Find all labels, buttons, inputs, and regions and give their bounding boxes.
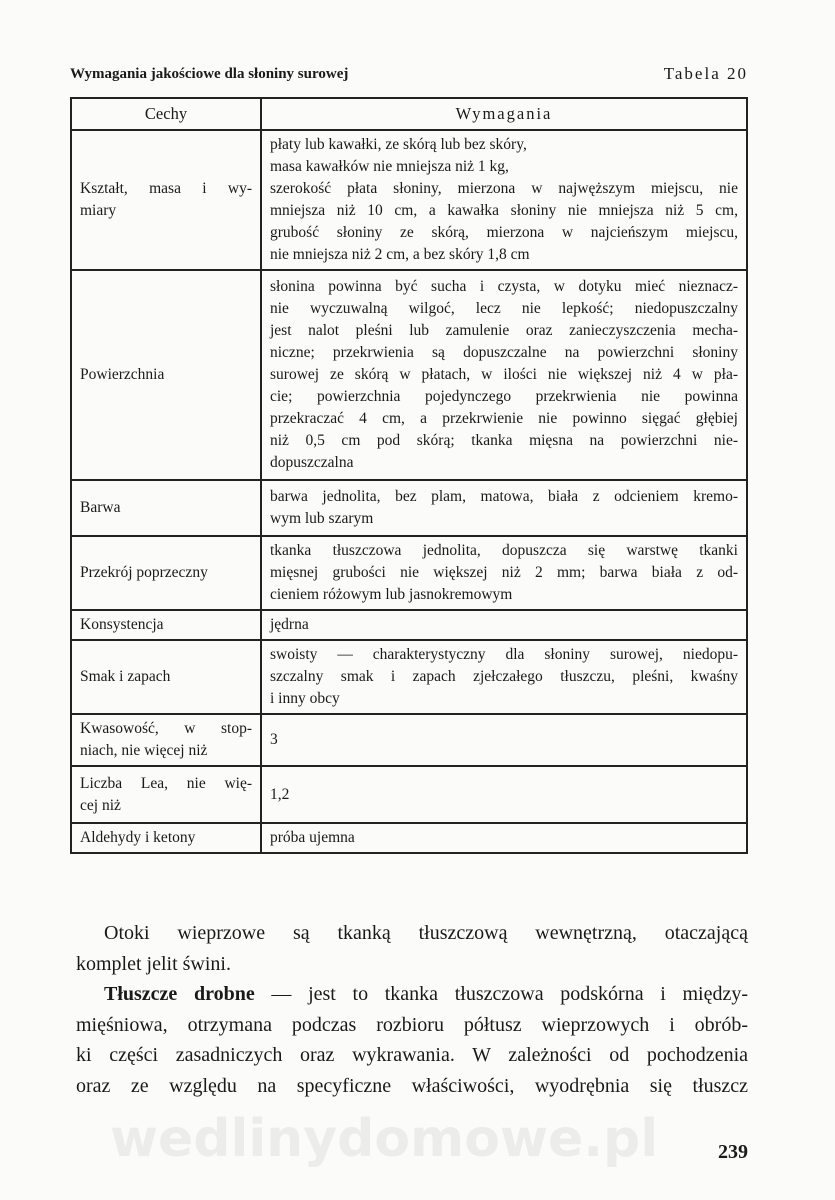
table-row	[71, 823, 747, 853]
feature-line: Konsystencja	[80, 616, 164, 633]
requirement-line: szerokość płata słoniny, mierzona w najwęższym miejscu, nie	[270, 180, 738, 197]
feature-cell	[71, 480, 261, 536]
feature-line: Barwa	[80, 499, 121, 516]
requirement-line: próba ujemna	[270, 829, 355, 846]
table-title: Wymagania jakościowe dla słoniny surowej	[70, 66, 349, 82]
requirement-line: nie mniejsza niż 2 cm, a bez skóry 1,8 cm	[270, 246, 530, 263]
text-line: oraz ze względu na specyficzne właściwości, wyodrębnia się tłuszcz	[76, 1074, 748, 1097]
header-wymagania: Wymagania	[261, 98, 747, 130]
paragraph-tluszcze-drobne	[76, 979, 748, 1101]
paragraph-otoki	[76, 918, 748, 979]
feature-line: Powierzchnia	[80, 366, 165, 383]
requirement-line: swoisty — charakterystyczny dla słoniny surowej, niedopu-	[270, 646, 738, 663]
requirement-line: jędrna	[270, 616, 309, 633]
page-content	[70, 64, 748, 1169]
feature-cell	[71, 610, 261, 640]
feature-cell	[71, 536, 261, 610]
text-line: mięśniowa, otrzymana podczas rozbioru półtusz wieprzowych i obrób-	[76, 1013, 748, 1036]
requirement-cell	[261, 714, 747, 766]
requirement-cell	[261, 480, 747, 536]
requirement-line: niż 0,5 cm pod skórą; tkanka mięsna na powierzchni nie-	[270, 432, 738, 449]
feature-line: Liczba Lea, nie wię-	[80, 774, 252, 792]
requirement-cell	[261, 270, 747, 480]
requirement-cell	[261, 130, 747, 270]
feature-cell	[71, 823, 261, 853]
requirement-line: szczalny smak i zapach zjełczałego tłuszczu, pleśni, kwaśny	[270, 668, 738, 685]
feature-cell	[71, 714, 261, 766]
requirement-line: 3	[270, 731, 278, 748]
requirement-line: cie; powierzchnia pojedynczego przekrwienia nie powinna	[270, 388, 738, 405]
requirement-cell	[261, 766, 747, 823]
table-row	[71, 536, 747, 610]
table-header-row	[71, 98, 747, 130]
requirement-line: wym lub szarym	[270, 510, 374, 527]
feature-line: Przekrój poprzeczny	[80, 564, 208, 581]
requirement-line: słonina powinna być sucha i czysta, w dotyku mieć nieznacz-	[270, 278, 738, 295]
text-line: ki części zasadniczych oraz wykrawania. W zależności od pochodzenia	[76, 1044, 748, 1066]
quality-requirements-table	[70, 97, 748, 854]
table-row	[71, 270, 747, 480]
text-fragment: — jest to tkanka tłuszczowa podskórna i między-	[254, 983, 748, 1005]
requirement-line: jest nalot pleśni lub zamulenie oraz zanieczyszczenia mecha-	[270, 322, 738, 339]
feature-line: Smak i zapach	[80, 668, 171, 685]
feature-line: Kształt, masa i wy-	[80, 180, 252, 197]
feature-line: miary	[80, 202, 117, 219]
requirement-line: mniejsza niż 10 cm, a kawałka słoniny nie mniejsza niż 5 cm,	[270, 202, 738, 219]
text-line	[76, 979, 748, 1010]
page-footer	[70, 1109, 748, 1169]
table-row	[71, 130, 747, 270]
header-cechy: Cechy	[71, 98, 261, 130]
table-row	[71, 480, 747, 536]
feature-cell	[71, 130, 261, 270]
feature-cell	[71, 766, 261, 823]
requirement-line: nie wyczuwalną wilgoć, lecz nie lepkość; niedopuszczalny	[270, 300, 738, 317]
feature-line: Kwasowość, w stop-	[80, 720, 252, 737]
requirement-line: mięsnej grubości nie większej niż 2 mm; barwa biała z od-	[270, 564, 738, 581]
text-line: Otoki wieprzowe są tkanką tłuszczową wewnętrzną, otaczającą	[104, 922, 748, 944]
requirement-line: płaty lub kawałki, ze skórą lub bez skóry,	[270, 136, 527, 153]
requirement-line: przekraczać 4 cm, a przekrwienie nie powinno sięgać głębiej	[270, 410, 738, 427]
requirement-cell	[261, 610, 747, 640]
requirement-line: grubość słoniny ze skórą, mierzona w najcieńszym miejscu,	[270, 224, 738, 241]
requirement-line: surowej ze skórą w płatach, w ilości nie większej niż 4 w pła-	[270, 366, 738, 383]
term-bold: Tłuszcze drobne	[104, 983, 255, 1005]
watermark: wedlinydomowe.pl	[110, 1109, 659, 1169]
table-row	[71, 610, 747, 640]
requirement-cell	[261, 536, 747, 610]
page-number: 239	[718, 1141, 748, 1163]
requirement-line: niczne; przekrwienia są dopuszczalne na powierzchni słoniny	[270, 344, 738, 361]
feature-line: Aldehydy i ketony	[80, 829, 196, 846]
requirement-line: barwa jednolita, bez plam, matowa, biała z odcieniem kremo-	[270, 488, 738, 505]
feature-line: niach, nie więcej niż	[80, 742, 208, 759]
table-row	[71, 766, 747, 823]
requirement-line: cieniem różowym lub jasnokremowym	[270, 586, 513, 603]
table-caption	[70, 64, 748, 92]
table-number: Tabela 20	[663, 64, 748, 83]
requirement-line: tkanka tłuszczowa jednolita, dopuszcza się warstwę tkanki	[270, 542, 738, 559]
feature-cell	[71, 270, 261, 480]
body-text	[76, 918, 748, 1101]
text-line: komplet jelit świni.	[76, 952, 231, 975]
feature-cell	[71, 640, 261, 714]
feature-line: cej niż	[80, 796, 121, 814]
requirement-line: i inny obcy	[270, 690, 340, 707]
table-row	[71, 714, 747, 766]
requirement-line: 1,2	[270, 785, 290, 803]
requirement-cell	[261, 823, 747, 853]
requirement-line: dopuszczalna	[270, 454, 354, 471]
requirement-line: masa kawałków nie mniejsza niż 1 kg,	[270, 158, 509, 175]
table-row	[71, 640, 747, 714]
requirement-cell	[261, 640, 747, 714]
